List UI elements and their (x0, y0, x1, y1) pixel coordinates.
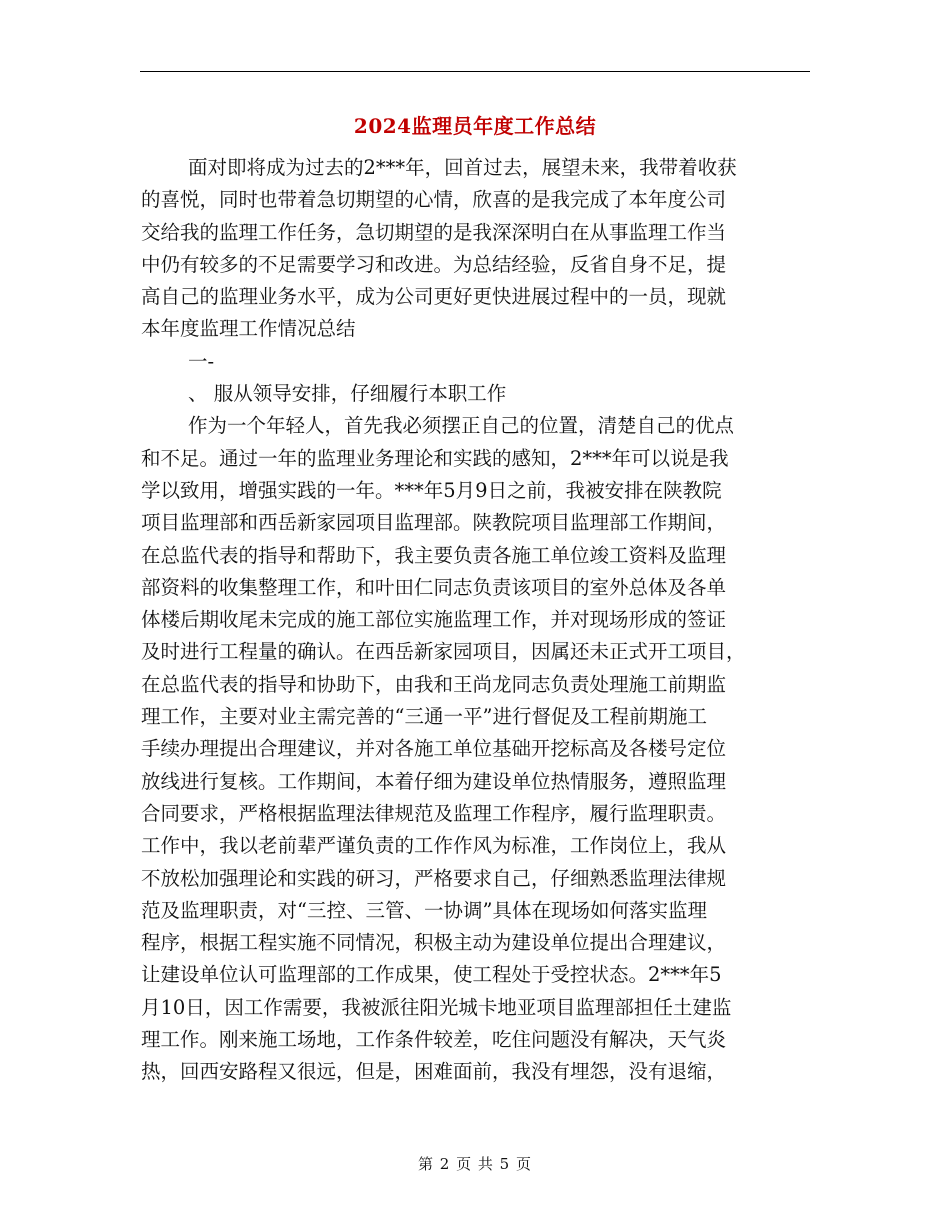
body-line: 交给我的监理工作任务，急切期望的是我深深明白在从事监理工作当 (141, 220, 727, 244)
section-number: 一- (188, 349, 215, 373)
body-line: 让建设单位认可监理部的工作成果，使工程处于受控状态。2***年5 (141, 963, 722, 987)
body-line: 理工作，主要对业主需完善的“三通一平”进行督促及工程前期施工 (141, 705, 707, 729)
body-line: 中仍有较多的不足需要学习和改进。为总结经验，反省自身不足，提 (141, 252, 727, 276)
body-line: 理工作。刚来施工场地，工作条件较差，吃住问题没有解决，天气炎 (141, 1028, 727, 1052)
body-line: 项目监理部和西岳新家园项目监理部。陕教院项目监理部工作期间， (141, 511, 727, 535)
body-line: 手续办理提出合理建议，并对各施工单位基础开挖标高及各楼号定位 (141, 737, 727, 761)
body-line: 体楼后期收尾未完成的施工部位实施监理工作，并对现场形成的签证 (141, 608, 727, 632)
body-line: 热，回西安路程又很远，但是，困难面前，我没有埋怨，没有退缩， (141, 1060, 727, 1084)
body-line: 在总监代表的指导和协助下，由我和王尚龙同志负责处理施工前期监 (141, 672, 727, 696)
body-line: 部资料的收集整理工作，和叶田仁同志负责该项目的室外总体及各单 (141, 575, 727, 599)
body-line: 学以致用，增强实践的一年。***年5月9日之前，我被安排在陕教院 (141, 478, 722, 502)
body-line: 及时进行工程量的确认。在西岳新家园项目，因属还未正式开工项目， (141, 640, 746, 664)
section-heading: 、 服从领导安排，仔细履行本职工作 (188, 382, 507, 406)
body-line: 程序，根据工程实施不同情况，积极主动为建设单位提出合理建议， (141, 931, 727, 955)
body-line: 作为一个年轻人，首先我必须摆正自己的位置，清楚自己的优点 (188, 414, 735, 438)
body-line: 面对即将成为过去的2***年，回首过去，展望未来，我带着收获 (188, 156, 737, 179)
body-line: 的喜悦，同时也带着急切期望的心情，欣喜的是我完成了本年度公司 (141, 188, 727, 212)
body-line: 月10日，因工作需要，我被派往阳光城卡地亚项目监理部担任土建监 (141, 995, 732, 1019)
body-line: 和不足。通过一年的监理业务理论和实践的感知，2***年可以说是我 (141, 446, 729, 470)
page-number-footer: 第 2 页 共 5 页 (418, 1155, 532, 1173)
body-line: 合同要求，严格根据监理法律规范及监理工作程序，履行监理职责。 (141, 801, 727, 825)
body-line: 在总监代表的指导和帮助下，我主要负责各施工单位竣工资料及监理 (141, 543, 727, 567)
body-line: 范及监理职责，对“三控、三管、一协调”具体在现场如何落实监理 (141, 898, 707, 922)
header-rule (140, 71, 810, 72)
body-line: 高自己的监理业务水平，成为公司更好更快进展过程中的一员，现就 (141, 285, 727, 309)
document-body (141, 152, 811, 1089)
body-line: 工作中，我以老前辈严谨负责的工作作风为标准，工作岗位上，我从 (141, 834, 727, 858)
document-title: 2024监理员年度工作总结 (353, 114, 597, 138)
body-line: 本年度监理工作情况总结 (141, 317, 356, 341)
body-line: 不放松加强理论和实践的研习，严格要求自己，仔细熟悉监理法律规 (141, 866, 727, 890)
body-line: 放线进行复核。工作期间，本着仔细为建设单位热情服务，遵照监理 (141, 769, 727, 793)
